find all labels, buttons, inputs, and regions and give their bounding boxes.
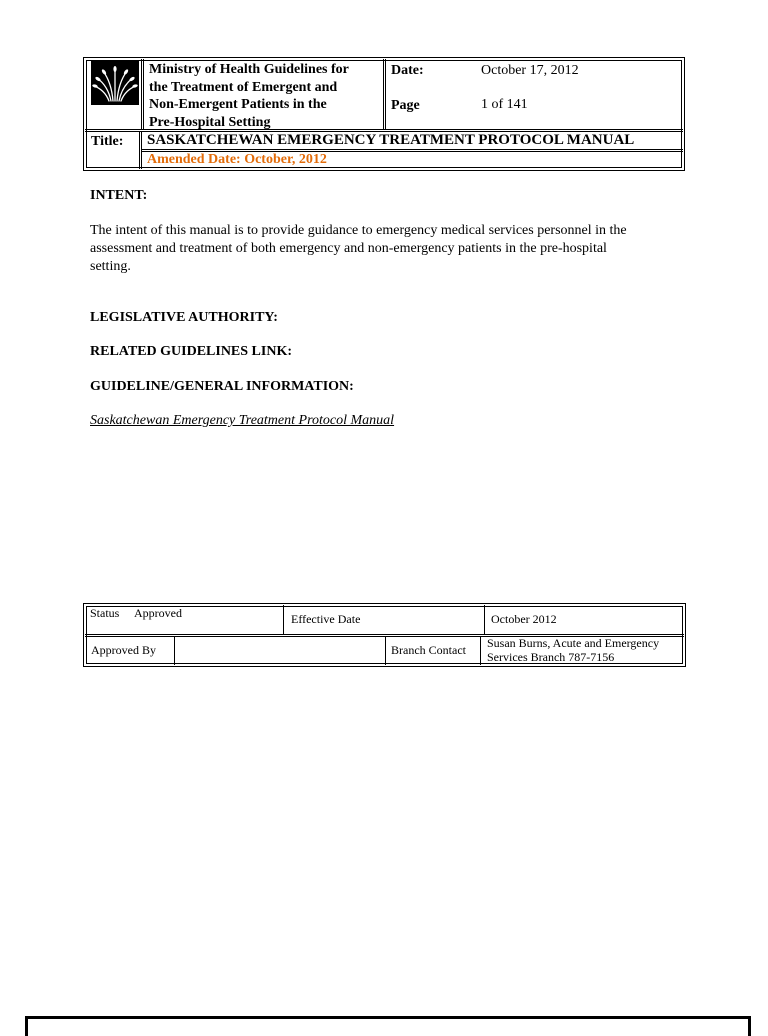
general-information-heading: GUIDELINE/GENERAL INFORMATION:	[90, 379, 354, 394]
page-label: Page	[391, 98, 420, 113]
manual-title: SASKATCHEWAN EMERGENCY TREATMENT PROTOCOL MANUAL	[147, 132, 635, 148]
effective-date-value: October 2012	[491, 612, 557, 626]
branch-contact-value	[487, 636, 659, 664]
header-meta-divider-double	[385, 59, 386, 130]
approval-row-divider	[85, 634, 684, 635]
effective-date-label: Effective Date	[291, 612, 361, 626]
ministry-title-line: the Treatment of Emergent and	[149, 79, 338, 95]
approval-cell-divider	[174, 636, 175, 665]
protocol-manual-link[interactable]: Saskatchewan Emergency Treatment Protocol Manual	[90, 413, 395, 428]
intent-paragraph	[90, 222, 686, 276]
ministry-logo	[91, 61, 139, 105]
intent-heading: INTENT:	[90, 188, 148, 203]
legislative-authority-heading: LEGISLATIVE AUTHORITY:	[90, 310, 278, 325]
approval-cell-divider	[283, 605, 284, 634]
status-label: Status	[90, 606, 120, 620]
ministry-title-line: Non-Emergent Patients in the	[149, 97, 327, 112]
status-value: Approved	[134, 606, 182, 620]
title-label-divider-double	[141, 131, 142, 169]
ministry-title-line: Pre-Hospital Setting	[149, 114, 271, 130]
approval-cell-divider	[385, 636, 386, 665]
date-label: Date:	[391, 63, 424, 78]
amended-date: Amended Date: October, 2012	[147, 152, 327, 167]
page-value: 1 of 141	[481, 97, 528, 112]
title-label: Title:	[91, 134, 124, 149]
header-logo-divider-double	[143, 59, 144, 130]
title-row-divider	[141, 149, 683, 150]
ministry-title-line: Ministry of Health Guidelines for	[149, 62, 349, 77]
approval-cell-divider	[480, 636, 481, 665]
header-meta-divider	[383, 59, 384, 130]
branch-contact-line: Services Branch 787-7156	[487, 650, 615, 664]
next-page-frame	[25, 1016, 751, 1036]
branch-contact-line: Susan Burns, Acute and Emergency	[487, 636, 660, 650]
date-value: October 17, 2012	[481, 63, 579, 78]
ministry-guideline-title	[149, 61, 381, 131]
approved-by-label: Approved By	[91, 643, 156, 657]
wheat-sheaf-icon	[91, 61, 139, 105]
intent-line: setting.	[90, 259, 131, 274]
title-label-divider	[139, 131, 140, 169]
intent-line: The intent of this manual is to provide guidance to emergency medical services personnel in the	[90, 223, 627, 238]
related-guidelines-heading: RELATED GUIDELINES LINK:	[90, 344, 293, 359]
intent-line: assessment and treatment of both emergency and non-emergency patients in the pre-hospital	[90, 241, 607, 256]
header-logo-divider	[141, 59, 142, 130]
branch-contact-label: Branch Contact	[391, 643, 466, 657]
approval-cell-divider	[484, 605, 485, 634]
